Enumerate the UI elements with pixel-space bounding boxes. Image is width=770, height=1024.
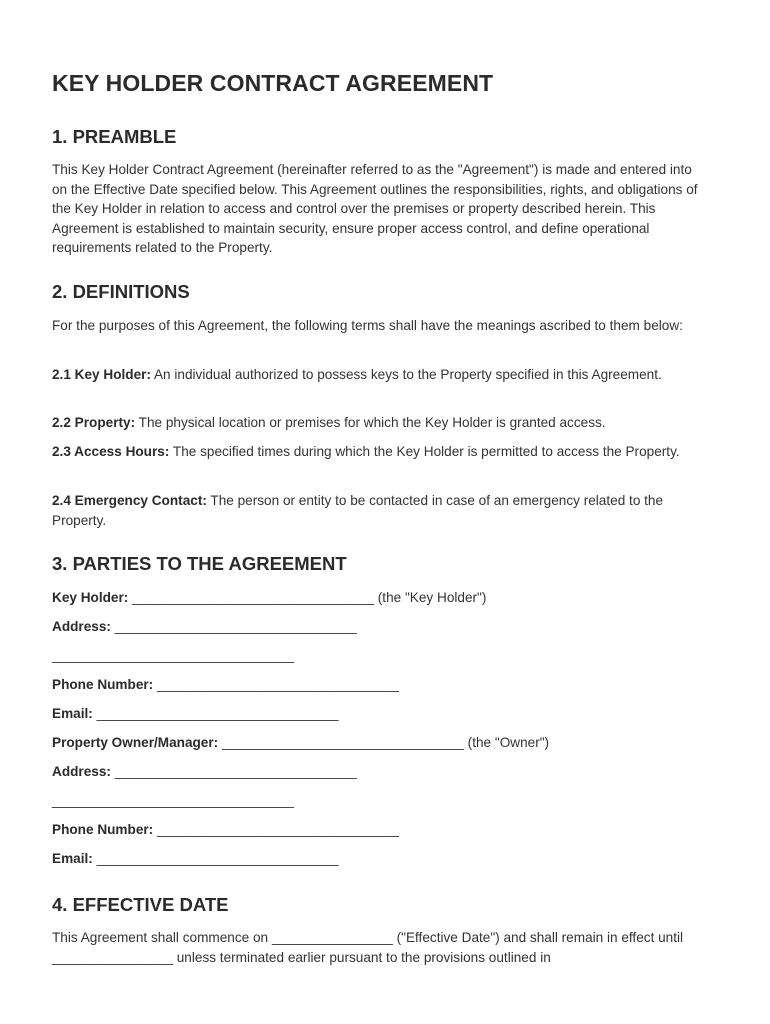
key-holder-address-line2: ________________________________ — [52, 648, 294, 663]
key-holder-email-field — [52, 704, 710, 724]
phone-blank: ________________________________ — [153, 677, 399, 692]
effective-date-text: This Agreement shall commence on ________________ ("Effective Date") and shall remain in effect until ________________ unless terminated earlier pursuant to the provisions outlined in — [52, 930, 684, 965]
phone-blank: ________________________________ — [153, 822, 399, 837]
key-holder-label: Key Holder: — [52, 590, 129, 605]
email-blank: ________________________________ — [92, 851, 339, 866]
section-heading-effective-date: 4. EFFECTIVE DATE — [52, 894, 229, 915]
key-holder-blank: ________________________________ (the "Key Holder") — [128, 590, 487, 605]
email-label: Email: — [52, 851, 93, 866]
definition-term: 2.3 Access Hours: — [52, 444, 170, 459]
address-label: Address: — [52, 619, 111, 634]
address-label: Address: — [52, 764, 111, 779]
preamble-text: This Key Holder Contract Agreement (hereinafter referred to as the "Agreement") is made and entered into on the Effective Date specified below. This Agreement outlines the responsibilities, rights, and obligations of the Key Holder in relation to access and control over the premises or property described herein. This Agreement is established to maintain security, ensure proper access control, and define operational requirements related to the Property. — [52, 162, 698, 256]
definition-item — [52, 365, 710, 385]
owner-field — [52, 733, 710, 753]
document-title: KEY HOLDER CONTRACT AGREEMENT — [52, 70, 494, 96]
definition-item — [52, 413, 710, 433]
definition-term: 2.1 Key Holder: — [52, 367, 151, 382]
definitions-intro: For the purposes of this Agreement, the following terms shall have the meanings ascribed to them below: — [52, 318, 683, 333]
definition-text: The physical location or premises for which the Key Holder is granted access. — [135, 415, 606, 430]
definition-item — [52, 491, 710, 530]
email-label: Email: — [52, 706, 93, 721]
email-blank: ________________________________ — [92, 706, 339, 721]
phone-label: Phone Number: — [52, 677, 154, 692]
owner-label: Property Owner/Manager: — [52, 735, 219, 750]
owner-address-line2: ________________________________ — [52, 793, 294, 808]
definition-text: The person or entity to be contacted in case of an emergency related to the Property. — [52, 493, 664, 528]
definition-term: 2.2 Property: — [52, 415, 136, 430]
address-blank: ________________________________ — [110, 764, 357, 779]
definition-term: 2.4 Emergency Contact: — [52, 493, 207, 508]
owner-email-field — [52, 849, 710, 869]
address-blank: ________________________________ — [110, 619, 357, 634]
owner-address-field — [52, 762, 710, 782]
key-holder-phone-field — [52, 675, 710, 695]
definition-item — [52, 442, 710, 462]
key-holder-field — [52, 588, 710, 608]
phone-label: Phone Number: — [52, 822, 154, 837]
definition-text: The specified times during which the Key Holder is permitted to access the Property. — [169, 444, 680, 459]
key-holder-address-field — [52, 617, 710, 637]
owner-phone-field — [52, 820, 710, 840]
owner-blank: ________________________________ (the "Owner") — [218, 735, 550, 750]
definition-text: An individual authorized to possess keys to the Property specified in this Agreement. — [150, 367, 662, 382]
section-heading-preamble: 1. PREAMBLE — [52, 126, 177, 147]
section-heading-parties: 3. PARTIES TO THE AGREEMENT — [52, 553, 347, 574]
section-heading-definitions: 2. DEFINITIONS — [52, 281, 190, 302]
